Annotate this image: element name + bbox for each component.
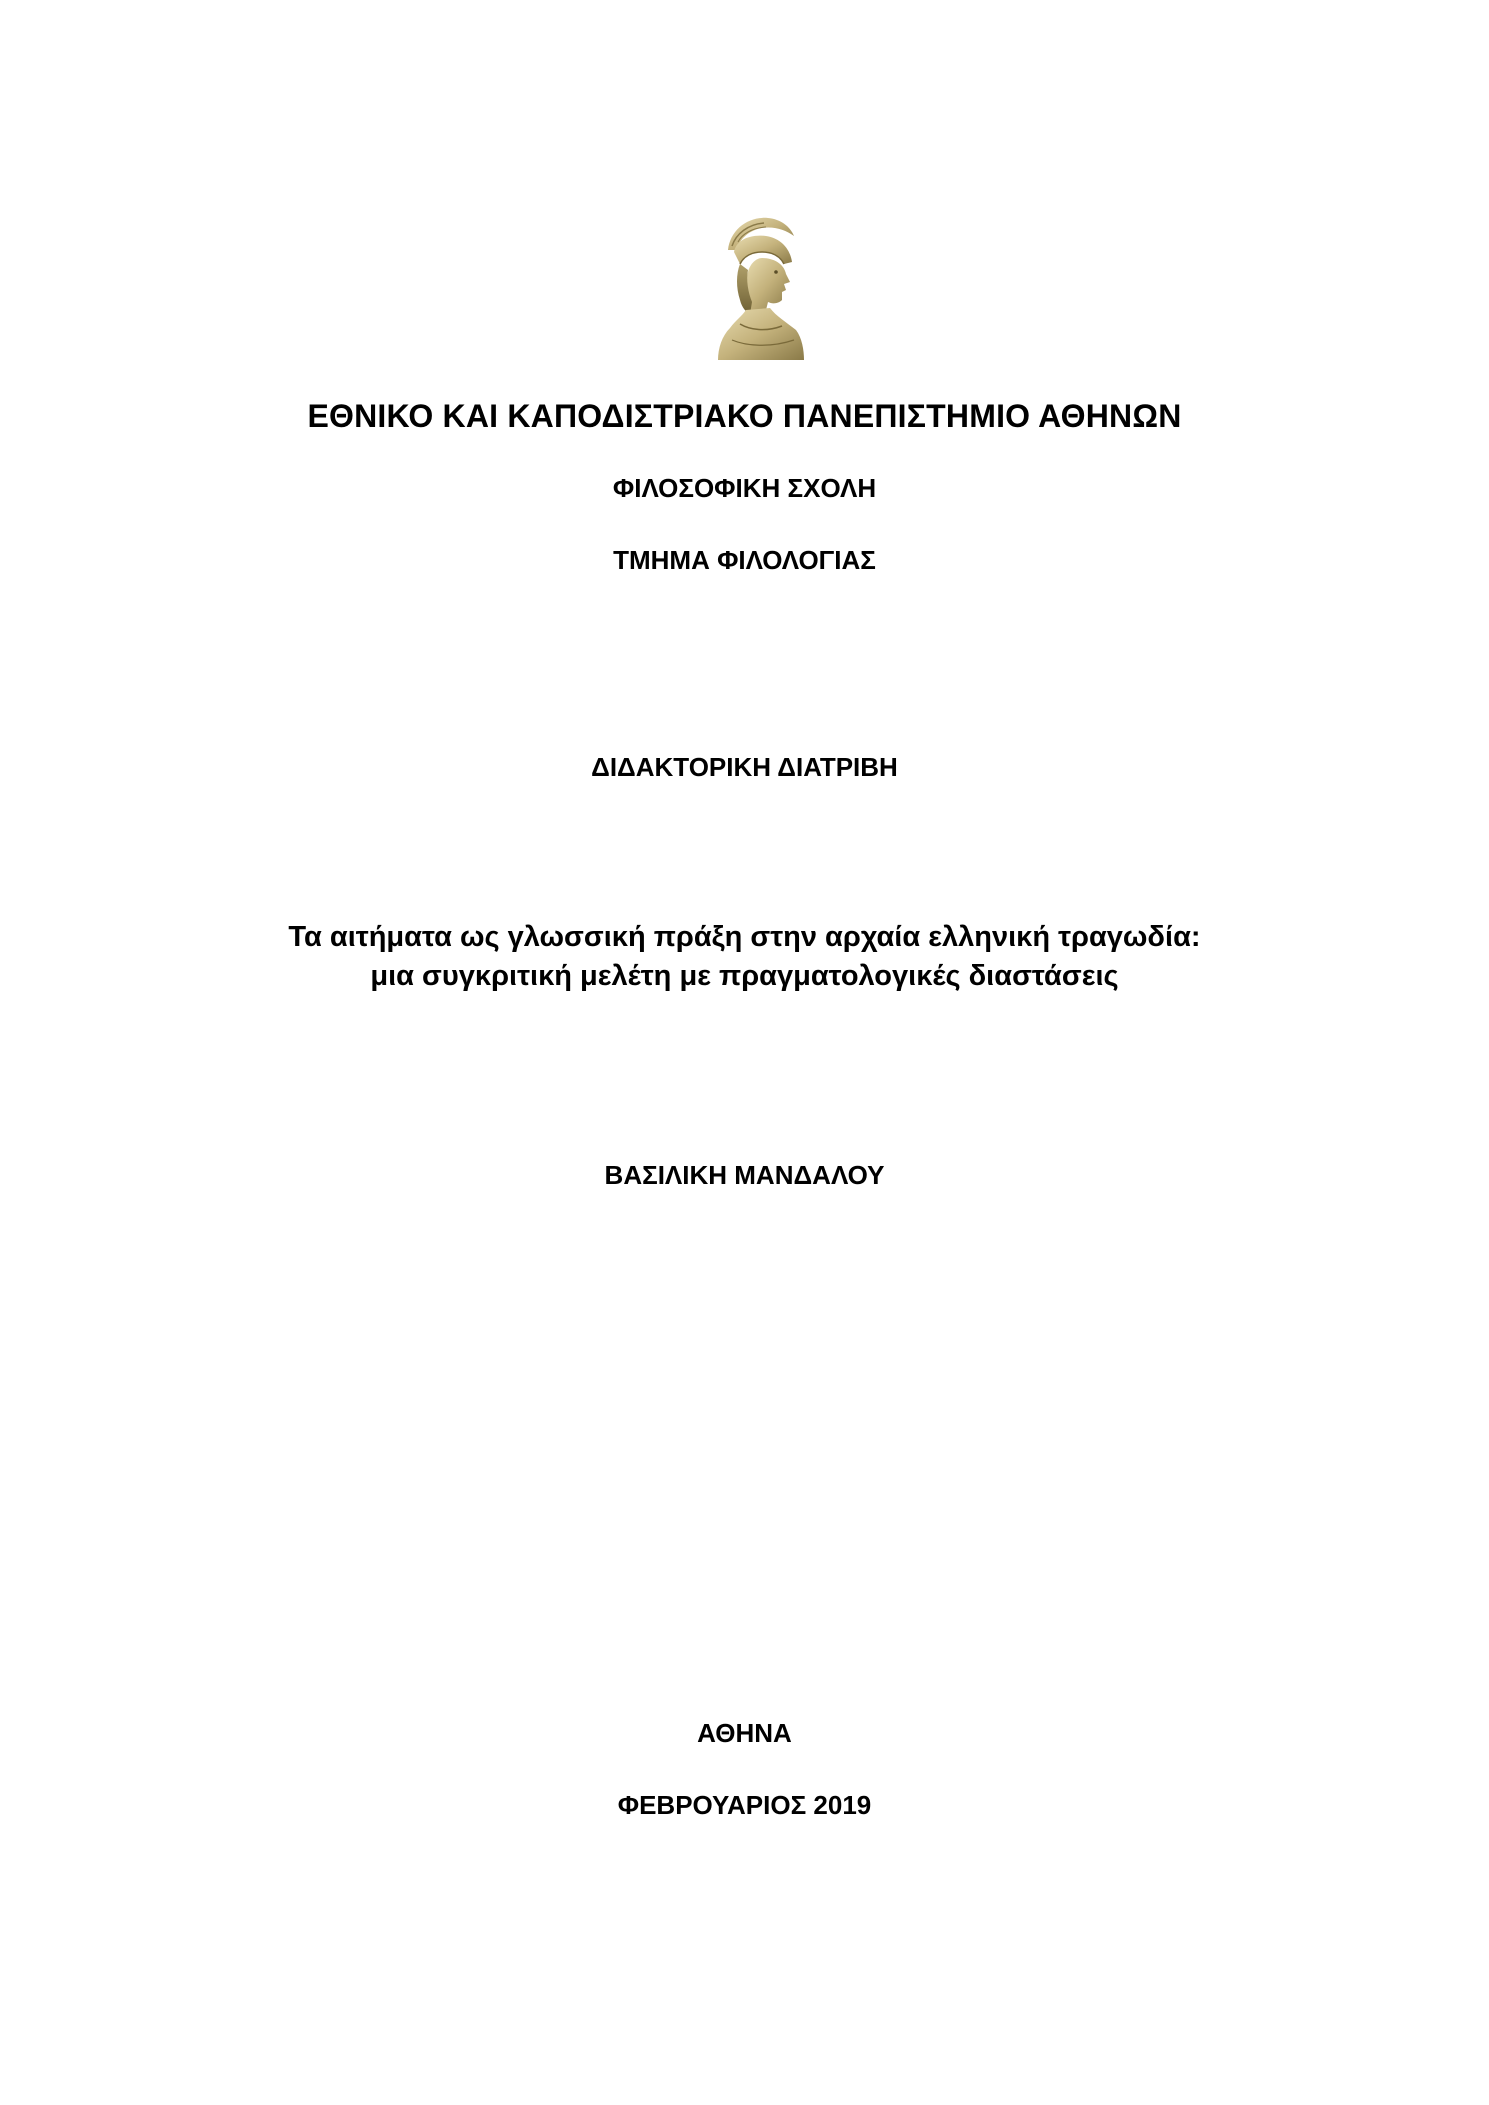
school-name: ΦΙΛΟΣΟΦΙΚΗ ΣΧΟΛΗ xyxy=(612,473,877,503)
author-name: ΒΑΣΙΛΙΚΗ ΜΑΝΔΑΛΟΥ xyxy=(604,1160,885,1190)
department-name: ΤΜΗΜΑ ΦΙΛΟΛΟΓΙΑΣ xyxy=(613,545,876,575)
date: ΦΕΒΡΟΥΑΡΙΟΣ 2019 xyxy=(617,1790,872,1820)
city: ΑΘΗΝΑ xyxy=(697,1718,792,1748)
athena-head-emblem-icon xyxy=(710,212,810,362)
thesis-title-line-2: μια συγκριτική μελέτη με πραγματολογικές διαστάσεις xyxy=(370,960,1119,992)
document-type: ΔΙΔΑΚΤΟΡΙΚΗ ΔΙΑΤΡΙΒΗ xyxy=(591,752,898,782)
university-name: ΕΘΝΙΚΟ ΚΑΙ ΚΑΠΟΔΙΣΤΡΙΑΚΟ ΠΑΝΕΠΙΣΤΗΜΙΟ ΑΘΗΝΩΝ xyxy=(307,398,1182,434)
thesis-title-line-1: Τα αιτήματα ως γλωσσική πράξη στην αρχαία ελληνική τραγωδία: xyxy=(288,921,1201,953)
